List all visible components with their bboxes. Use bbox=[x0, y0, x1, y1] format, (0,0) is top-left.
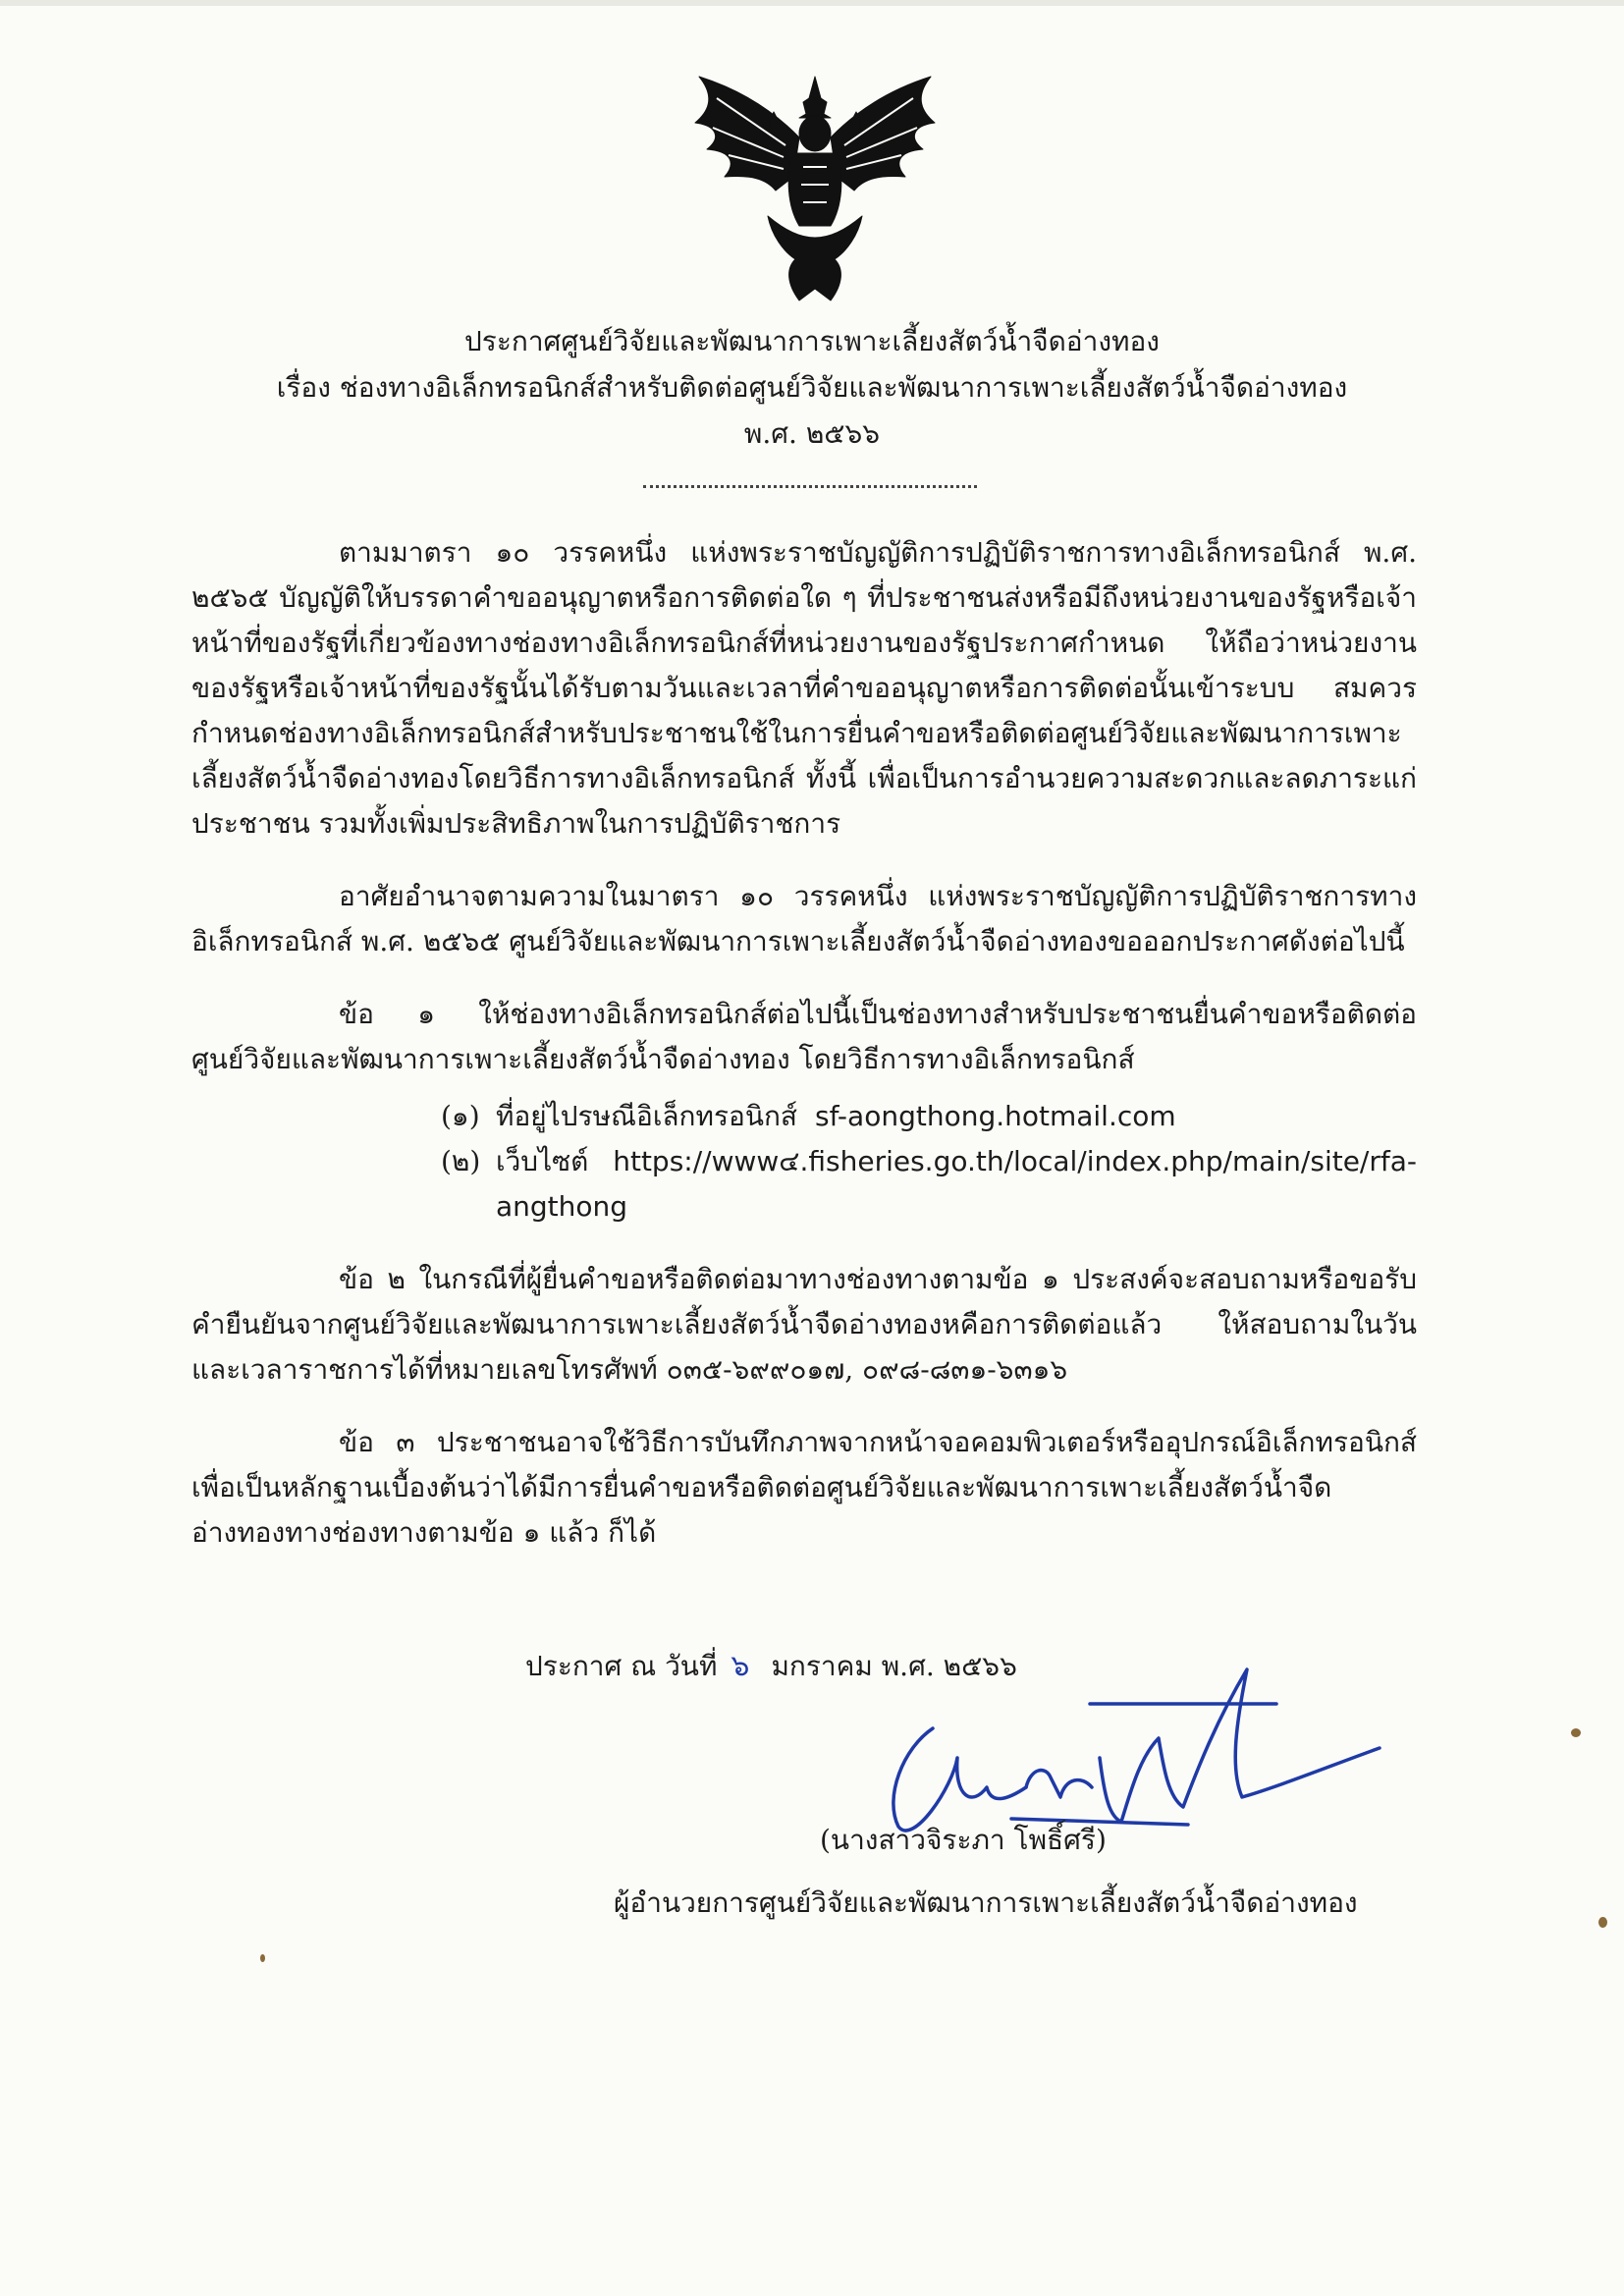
channel-list bbox=[191, 1094, 1417, 1230]
signer-name: (นางสาวจิระภา โพธิ์ศรี) bbox=[820, 1824, 1107, 1856]
garuda-emblem-icon bbox=[677, 69, 952, 314]
date-day-handwritten: ๖ bbox=[731, 1649, 750, 1683]
channel-label: ที่อยู่ไปรษณีอิเล็กทรอนิกส์ bbox=[496, 1100, 798, 1132]
channel-email bbox=[441, 1094, 1417, 1139]
preamble-paragraph: ตามมาตรา ๑๐ วรรคหนึ่ง แห่งพระราชบัญญัติการปฏิบัติราชการทางอิเล็กทรอนิกส์ พ.ศ. ๒๕๖๕ บัญญัติให้บรรดาคำขออนุญาตหรือการติดต่อใด ๆ ที่ประชาชนส่งหรือมีถึงหน่วยงานของรัฐหรือเจ้าหน้าที่ของรัฐที่เกี่ยวข้องทางช่องทางอิเล็กทรอนิกส์ที่หน่วยงานของรัฐประกาศกำหนด ให้ถือว่าหน่วยงานของรัฐหรือเจ้าหน้าที่ของรัฐนั้นได้รับตามวันและเวลาที่คำขออนุญาตหรือการติดต่อนั้นเข้าระบบ สมควรกำหนดช่องทางอิเล็กทรอนิกส์สำหรับประชาชนใช้ในการยื่นคำขอหรือติดต่อศูนย์วิจัยและพัฒนาการเพาะเลี้ยงสัตว์น้ำจืดอ่างทองโดยวิธีการทางอิเล็กทรอนิกส์ ทั้งนี้ เพื่อเป็นการอำนวยความสะดวกและลดภาระแก่ประชาชน รวมทั้งเพิ่มประสิทธิภาพในการปฏิบัติราชการ bbox=[191, 536, 1417, 840]
announcement-title: ประกาศศูนย์วิจัยและพัฒนาการเพาะเลี้ยงสัตว์น้ำจืดอ่างทอง bbox=[464, 325, 1160, 357]
channel-label: เว็บไซต์ bbox=[496, 1145, 589, 1177]
scan-speck bbox=[1571, 1728, 1581, 1737]
signer-title: ผู้อำนวยการศูนย์วิจัยและพัฒนาการเพาะเลี้ยงสัตว์น้ำจืดอ่างทอง bbox=[614, 1886, 1358, 1919]
announcement-year: พ.ศ. ๒๕๖๖ bbox=[743, 417, 881, 450]
announcement-subject: เรื่อง ช่องทางอิเล็กทรอนิกส์สำหรับติดต่อศูนย์วิจัยและพัฒนาการเพาะเลี้ยงสัตว์น้ำจืดอ่างทอง bbox=[276, 371, 1348, 404]
clause-2: ข้อ ๒ ในกรณีที่ผู้ยื่นคำขอหรือติดต่อมาทางช่องทางตามข้อ ๑ ประสงค์จะสอบถามหรือขอรับคำยืนยันจากศูนย์วิจัยและพัฒนาการเพาะเลี้ยงสัตว์น้ำจืดอ่างทองหคือการติดต่อแล้ว ให้สอบถามในวันและเวลาราชการได้ที่หมายเลขโทรศัพท์ ๐๓๕-๖๙๙๐๑๗, ๐๙๘-๘๓๑-๖๓๑๖ bbox=[191, 1263, 1417, 1386]
announcement-body bbox=[191, 530, 1417, 1556]
channel-number: (๒) bbox=[441, 1145, 481, 1177]
channel-website bbox=[441, 1139, 1417, 1230]
scan-edge bbox=[0, 0, 1624, 6]
channel-number: (๑) bbox=[441, 1100, 480, 1132]
date-prefix: ประกาศ ณ วันที่ bbox=[525, 1650, 718, 1682]
scan-speck bbox=[1598, 1917, 1607, 1928]
date-month-year: มกราคม พ.ศ. ๒๕๖๖ bbox=[771, 1650, 1017, 1682]
scan-speck bbox=[260, 1954, 265, 1962]
website-url-link[interactable]: https://www๔.fisheries.go.th/local/index.php/main/site/rfa-angthong bbox=[496, 1145, 1417, 1223]
clause-1: ข้อ ๑ ให้ช่องทางอิเล็กทรอนิกส์ต่อไปนี้เป็นช่องทางสำหรับประชาชนยื่นคำขอหรือติดต่อศูนย์วิจัยและพัฒนาการเพาะเลี้ยงสัตว์น้ำจืดอ่างทอง โดยวิธีการทางอิเล็กทรอนิกส์ bbox=[191, 998, 1417, 1075]
clause-3: ข้อ ๓ ประชาชนอาจใช้วิธีการบันทึกภาพจากหน้าจอคอมพิวเตอร์หรืออุปกรณ์อิเล็กทรอนิกส์เพื่อเป็นหลักฐานเบื้องต้นว่าได้มีการยื่นคำขอหรือติดต่อศูนย์วิจัยและพัฒนาการเพาะเลี้ยงสัตว์น้ำจืดอ่างทองทางช่องทางตามข้อ ๑ แล้ว ก็ได้ bbox=[191, 1426, 1417, 1549]
title-divider bbox=[643, 485, 977, 488]
email-address-link[interactable]: sf-aongthong.hotmail.com bbox=[815, 1100, 1176, 1132]
authority-paragraph: อาศัยอำนาจตามความในมาตรา ๑๐ วรรคหนึ่ง แห่งพระราชบัญญัติการปฏิบัติราชการทางอิเล็กทรอนิกส์ พ.ศ. ๒๕๖๕ ศูนย์วิจัยและพัฒนาการเพาะเลี้ยงสัตว์น้ำจืดอ่างทองขอออกประกาศดังต่อไปนี้ bbox=[191, 880, 1417, 957]
